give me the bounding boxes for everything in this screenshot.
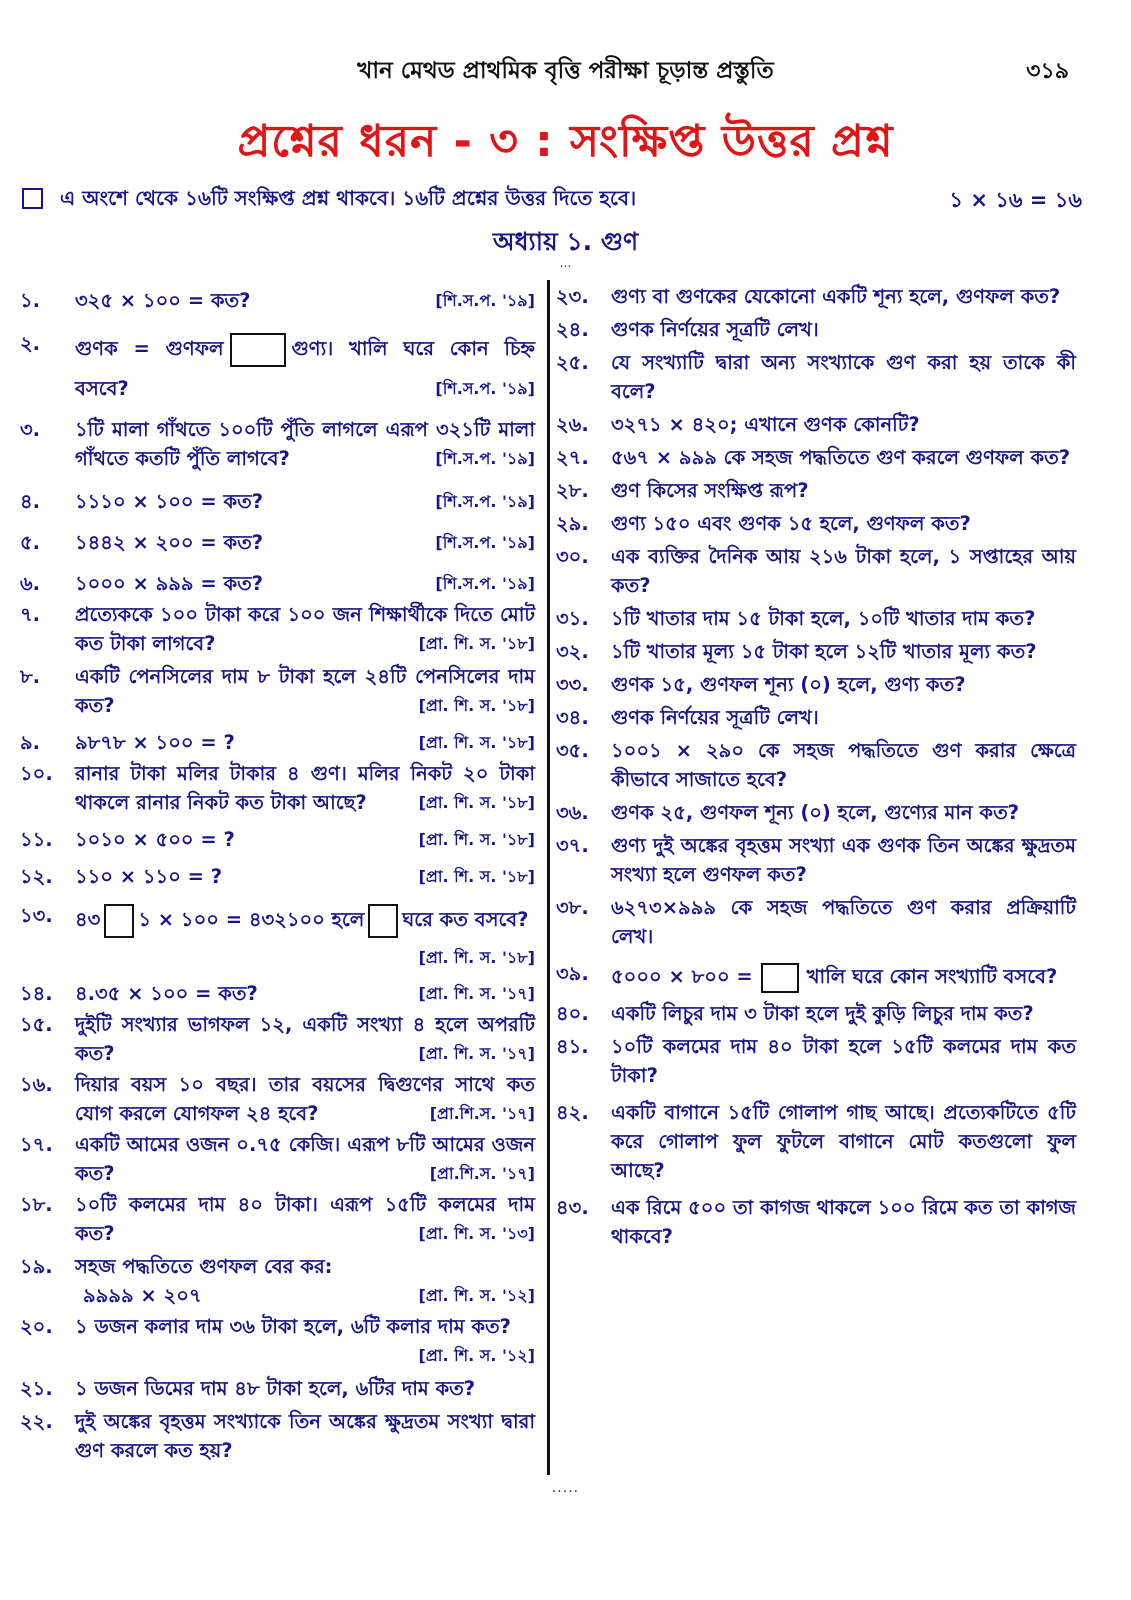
question-item bbox=[556, 348, 1076, 406]
question-item bbox=[20, 662, 535, 720]
question-text: ৩২৭১ × ৪২০; এখানে গুণক কোনটি? bbox=[611, 413, 920, 436]
question-source: [প্রা. শি. স. '১২] bbox=[418, 1286, 535, 1305]
question-text: ১০১০ × ৫০০ = ? bbox=[75, 828, 235, 851]
question-number: ২২. bbox=[20, 1410, 53, 1433]
answer-box bbox=[104, 904, 134, 938]
separator-dots: ..... bbox=[551, 1480, 580, 1496]
separator-dots: ... bbox=[559, 256, 572, 270]
question-number: ৭. bbox=[20, 603, 41, 626]
question-source: [প্রা. শি. স. '১৮] bbox=[418, 634, 535, 653]
question-number: ২৩. bbox=[556, 285, 589, 308]
question-number: ৮. bbox=[20, 665, 41, 688]
question-text: এক রিমে ৫০০ তা কাগজ থাকলে ১০০ রিমে কত তা কাগজ থাকবে? bbox=[611, 1196, 1076, 1248]
question-text: গুণক নির্ণয়ের সূত্রটি লেখ। bbox=[611, 318, 819, 341]
book-title: খান মেথড প্রাথমিক বৃত্তি পরীক্ষা চূড়ান্ত প্রস্তুতি bbox=[357, 58, 774, 84]
question-item bbox=[20, 862, 535, 891]
question-item bbox=[556, 1032, 1076, 1090]
question-text: সহজ পদ্ধতিতে গুণফল বের কর: bbox=[75, 1255, 333, 1278]
question-item bbox=[556, 443, 1076, 472]
question-number: ২০. bbox=[20, 1315, 53, 1338]
question-item bbox=[20, 415, 535, 473]
answer-box bbox=[761, 963, 799, 993]
question-text: ১১০ × ১১০ = ? bbox=[75, 865, 223, 888]
question-text: দুই অঙ্কের বৃহত্তম সংখ্যাকে তিন অঙ্কের ক্ষুদ্রতম সংখ্যা দ্বারা গুণ করলে কত হয়? bbox=[75, 1410, 535, 1462]
question-number: ১০. bbox=[20, 762, 53, 785]
question-text: গুণক = গুণফল bbox=[75, 337, 224, 360]
question-item bbox=[20, 1130, 535, 1188]
question-item bbox=[556, 736, 1076, 794]
question-source: [প্রা. শি. স. '১৮] bbox=[418, 948, 535, 967]
question-text: দুইটি সংখ্যার ভাগফল ১২, একটি সংখ্যা ৪ হলে অপরটি কত? bbox=[75, 1013, 535, 1065]
question-number: ৪৩. bbox=[556, 1196, 589, 1219]
question-number: ২৪. bbox=[556, 318, 589, 341]
question-number: ১৭. bbox=[20, 1133, 53, 1156]
question-item bbox=[20, 759, 535, 817]
question-number: ৪২. bbox=[556, 1101, 589, 1124]
question-item bbox=[556, 670, 1076, 699]
question-item bbox=[20, 1010, 535, 1068]
question-text: ১ ডজন কলার দাম ৩৬ টাকা হলে, ৬টি কলার দাম কত? bbox=[75, 1315, 511, 1338]
question-expression: ৯৯৯৯ × ২০৭ bbox=[83, 1284, 202, 1307]
question-number: ৩৩. bbox=[556, 673, 589, 696]
question-text: গুণ্য দুই অঙ্কের বৃহত্তম সংখ্যা এক গুণক তিন অঙ্কের ক্ষুদ্রতম সংখ্যা হলে গুণফল কত? bbox=[611, 834, 1076, 886]
question-item bbox=[556, 637, 1076, 666]
question-number: ২৬. bbox=[556, 413, 589, 436]
question-number: ৪১. bbox=[556, 1035, 589, 1058]
question-text: ১টি খাতার দাম ১৫ টাকা হলে, ১০টি খাতার দাম কত? bbox=[611, 607, 1036, 630]
question-source: [প্রা. শি. স. '১৮] bbox=[418, 696, 535, 715]
question-text: খালি ঘরে কোন সংখ্যাটি বসবে? bbox=[806, 965, 1058, 988]
question-item bbox=[20, 1190, 535, 1248]
question-number: ৩৮. bbox=[556, 896, 589, 919]
question-text: ১৪৪২ × ২০০ = কত? bbox=[75, 531, 264, 554]
question-number: ৯. bbox=[20, 731, 41, 754]
question-text: ১টি খাতার মূল্য ১৫ টাকা হলে ১২টি খাতার মূল্য কত? bbox=[611, 640, 1037, 663]
question-source: [প্রা. শি. স. '১৮] bbox=[418, 867, 535, 886]
question-source: [প্রা. শি. স. '১৮] bbox=[418, 733, 535, 752]
question-text: ১১১০ × ১০০ = কত? bbox=[75, 490, 264, 513]
question-source: [প্রা. শি. স. '১৭] bbox=[418, 984, 535, 1003]
question-item bbox=[556, 893, 1076, 951]
question-item bbox=[556, 476, 1076, 505]
question-number: ৩৪. bbox=[556, 706, 589, 729]
question-item bbox=[556, 831, 1076, 889]
question-number: ৩. bbox=[20, 418, 41, 441]
question-text: একটি বাগানে ১৫টি গোলাপ গাছ আছে। প্রত্যেকটিতে ৫টি করে গোলাপ ফুল ফুটলে বাগানে মোট কতগুলো ফুল আছে? bbox=[611, 1101, 1076, 1182]
question-text: ১০টি কলমের দাম ৪০ টাকা। এরূপ ১৫টি কলমের দাম কত? bbox=[75, 1193, 535, 1245]
question-item bbox=[20, 825, 535, 854]
question-source: [শি.স.প. '১৯] bbox=[435, 291, 535, 310]
question-number: ২৯. bbox=[556, 512, 589, 535]
question-number: ২. bbox=[20, 332, 41, 355]
question-item bbox=[20, 600, 535, 658]
question-number: ১৪. bbox=[20, 982, 53, 1005]
question-text: গুণ কিসের সংক্ষিপ্ত রূপ? bbox=[611, 479, 809, 502]
question-text: গুণ্য। খালি ঘরে কোন চিহ্ন বসবে? bbox=[75, 337, 536, 400]
question-text: ১০টি কলমের দাম ৪০ টাকা হলে ১৫টি কলমের দাম কত টাকা? bbox=[611, 1035, 1076, 1087]
question-number: ৩৬. bbox=[556, 801, 589, 824]
page-header bbox=[0, 52, 1131, 92]
question-text: ৯৮৭৮ × ১০০ = ? bbox=[75, 731, 235, 754]
question-source: [প্রা. শি. স. '১২] bbox=[418, 1346, 535, 1365]
question-number: ১৮. bbox=[20, 1193, 53, 1216]
question-text: ৫৬৭ × ৯৯৯ কে সহজ পদ্ধতিতে গুণ করলে গুণফল কত? bbox=[611, 446, 1071, 469]
answer-box bbox=[230, 333, 286, 367]
question-number: ১. bbox=[20, 289, 41, 312]
question-item bbox=[556, 604, 1076, 633]
question-source: [প্রা. শি. স. '১৩] bbox=[418, 1224, 535, 1243]
page-number: ৩১৯ bbox=[1026, 59, 1069, 84]
instruction-row bbox=[22, 184, 1082, 218]
question-text: ৫০০০ × ৮০০ = bbox=[611, 965, 753, 988]
question-text: ১ × ১০০ = ৪৩২১০০ হলে bbox=[138, 908, 365, 931]
question-item bbox=[556, 703, 1076, 732]
instruction-text: এ অংশে থেকে ১৬টি সংক্ষিপ্ত প্রশ্ন থাকবে। ১৬টি প্রশ্নের উত্তর দিতে হবে। bbox=[60, 186, 637, 210]
question-number: ৫. bbox=[20, 531, 41, 554]
question-text: ১০০১ × ২৯০ কে সহজ পদ্ধতিতে গুণ করার ক্ষেত্রে কীভাবে সাজাতে হবে? bbox=[611, 739, 1076, 791]
question-number: ২৮. bbox=[556, 479, 589, 502]
question-text: প্রত্যেককে ১০০ টাকা করে ১০০ জন শিক্ষার্থীকে দিতে মোট কত টাকা লাগবে? bbox=[75, 603, 535, 655]
question-number: ১১. bbox=[20, 828, 53, 851]
question-number: ৩১. bbox=[556, 607, 589, 630]
question-item bbox=[20, 487, 535, 516]
question-text: গুণ্য ১৫০ এবং গুণক ১৫ হলে, গুণফল কত? bbox=[611, 512, 971, 535]
question-number: ১৬. bbox=[20, 1073, 53, 1096]
question-text: যে সংখ্যাটি দ্বারা অন্য সংখ্যাকে গুণ করা হয় তাকে কী বলে? bbox=[611, 351, 1076, 403]
question-text: দিয়ার বয়স ১০ বছর। তার বয়সের দ্বিগুণের সাথে কত যোগ করলে যোগফল ২৪ হবে? bbox=[75, 1073, 535, 1125]
question-text: গুণক নির্ণয়ের সূত্রটি লেখ। bbox=[611, 706, 819, 729]
question-number: ৩৭. bbox=[556, 834, 589, 857]
question-item bbox=[20, 528, 535, 557]
question-item bbox=[556, 1098, 1076, 1185]
question-text: ১টি মালা গাঁথতে ১০০টি পুঁতি লাগলে এরূপ ৩২১টি মালা গাঁথতে কতটি পুঁতি লাগবে? bbox=[75, 418, 535, 470]
question-number: ১২. bbox=[20, 865, 53, 888]
question-number: ৩৫. bbox=[556, 739, 589, 762]
question-number: ১৩. bbox=[20, 904, 53, 927]
question-source: [প্রা.শি.স. '১৭] bbox=[429, 1164, 535, 1183]
question-number: ৩৯. bbox=[556, 962, 589, 985]
question-number: ৬. bbox=[20, 572, 41, 595]
question-item bbox=[20, 1374, 535, 1403]
question-number: ২১. bbox=[20, 1377, 53, 1400]
question-number: ৪০. bbox=[556, 1002, 589, 1025]
question-text: ১০০০ × ৯৯৯ = কত? bbox=[75, 572, 264, 595]
question-item bbox=[556, 542, 1076, 600]
question-text: ৩২৫ × ১০০ = কত? bbox=[75, 289, 251, 312]
question-source: [শি.স.প. '১৯] bbox=[435, 449, 535, 468]
question-item bbox=[556, 999, 1076, 1028]
question-number: ১৯. bbox=[20, 1255, 53, 1278]
question-item bbox=[556, 315, 1076, 344]
question-text: ৪৩ bbox=[75, 908, 101, 931]
column-divider bbox=[547, 280, 550, 1475]
right-question-column bbox=[556, 280, 1076, 1251]
chapter-title: অধ্যায় ১. গুণ bbox=[492, 227, 639, 256]
question-source: [শি.স.প. '১৯] bbox=[435, 379, 535, 398]
question-number: ১৫. bbox=[20, 1013, 53, 1036]
question-source: [প্রা. শি. স. '১৮] bbox=[418, 830, 535, 849]
question-item bbox=[20, 1070, 535, 1128]
question-number: ২৭. bbox=[556, 446, 589, 469]
question-source: [প্রা. শি. স. '১৮] bbox=[418, 793, 535, 812]
question-item bbox=[556, 410, 1076, 439]
question-item bbox=[556, 798, 1076, 827]
question-item bbox=[20, 1252, 535, 1310]
question-item bbox=[556, 1193, 1076, 1251]
question-text: ৬২৭৩×৯৯৯ কে সহজ পদ্ধতিতে গুণ করার প্রক্রিয়াটি লেখ। bbox=[611, 896, 1076, 948]
question-text: একটি পেনসিলের দাম ৮ টাকা হলে ২৪টি পেনসিলের দাম কত? bbox=[75, 665, 535, 717]
question-number: ৩২. bbox=[556, 640, 589, 663]
main-title: প্রশ্নের ধরন - ৩ : সংক্ষিপ্ত উত্তর প্রশ্ন bbox=[237, 116, 894, 167]
question-item bbox=[20, 1312, 535, 1370]
question-text: একটি আমের ওজন ০.৭৫ কেজি। এরূপ ৮টি আমের ওজন কত? bbox=[75, 1133, 535, 1185]
question-text: এক ব্যক্তির দৈনিক আয় ২১৬ টাকা হলে, ১ সপ্তাহের আয় কত? bbox=[611, 545, 1076, 597]
question-text: গুণ্য বা গুণকের যেকোনো একটি শূন্য হলে, গুণফল কত? bbox=[611, 285, 1061, 308]
question-source: [প্রা. শি. স. '১৭] bbox=[418, 1044, 535, 1063]
question-item bbox=[20, 286, 535, 315]
marks-distribution: ১ × ১৬ = ১৬ bbox=[949, 188, 1082, 212]
question-item bbox=[20, 728, 535, 757]
question-item bbox=[20, 901, 535, 977]
question-text: ঘরে কত বসবে? bbox=[402, 908, 529, 931]
question-text: রানার টাকা মলির টাকার ৪ গুণ। মলির নিকট ২০ টাকা থাকলে রানার নিকট কত টাকা আছে? bbox=[75, 762, 535, 814]
question-source: [শি.স.প. '১৯] bbox=[435, 533, 535, 552]
question-source: [শি.স.প. '১৯] bbox=[435, 574, 535, 593]
answer-box bbox=[368, 904, 398, 938]
question-item bbox=[20, 569, 535, 598]
question-text: ১ ডজন ডিমের দাম ৪৮ টাকা হলে, ৬টির দাম কত? bbox=[75, 1377, 476, 1400]
question-item bbox=[20, 329, 535, 409]
question-item bbox=[556, 282, 1076, 311]
question-item bbox=[20, 979, 535, 1008]
left-question-column bbox=[20, 280, 535, 1465]
question-item bbox=[556, 959, 1076, 995]
question-item bbox=[556, 509, 1076, 538]
question-text: গুণক ২৫, গুণফল শূন্য (০) হলে, গুণ্যের মান কত? bbox=[611, 801, 1020, 824]
checkbox-square-icon bbox=[22, 188, 43, 209]
question-source: [শি.স.প. '১৯] bbox=[435, 492, 535, 511]
question-number: ৪. bbox=[20, 490, 41, 513]
question-item bbox=[20, 1407, 535, 1465]
question-number: ৩০. bbox=[556, 545, 589, 568]
question-text: একটি লিচুর দাম ৩ টাকা হলে দুই কুড়ি লিচুর দাম কত? bbox=[611, 1002, 1034, 1025]
question-number: ২৫. bbox=[556, 351, 589, 374]
question-text: ৪.৩৫ × ১০০ = কত? bbox=[75, 982, 258, 1005]
question-source: [প্রা.শি.স. '১৭] bbox=[429, 1104, 535, 1123]
question-text: গুণক ১৫, গুণফল শূন্য (০) হলে, গুণ্য কত? bbox=[611, 673, 966, 696]
